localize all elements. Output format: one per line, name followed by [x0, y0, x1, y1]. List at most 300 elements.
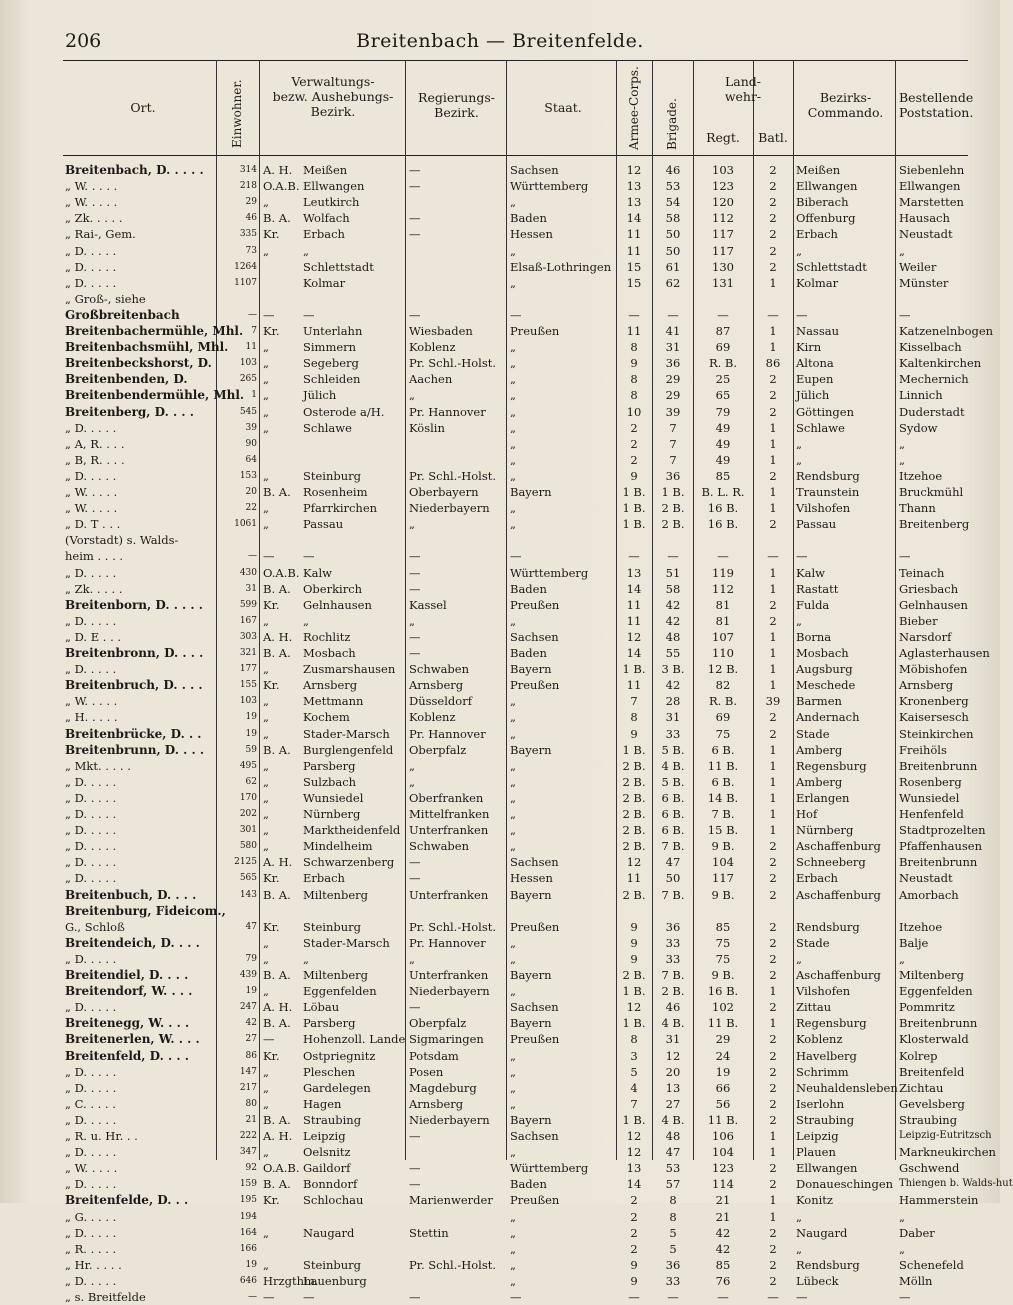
population-cell: 222: [239, 1131, 257, 1141]
landwehr-battalion-cell: 2: [769, 613, 777, 628]
admin-type-cell: —: [263, 1032, 275, 1047]
admin-type-cell: „: [263, 951, 269, 966]
district-command-cell: Nürnberg: [796, 823, 854, 838]
admin-type-cell: „: [263, 372, 269, 387]
brigade-cell: 7: [669, 436, 677, 451]
landwehr-battalion-cell: 1: [769, 565, 777, 580]
state-cell: Sachsen: [510, 629, 559, 644]
government-district-cell: Kassel: [409, 597, 447, 612]
post-station-cell: —: [899, 307, 911, 322]
district-command-cell: Aschaffenburg: [796, 968, 881, 982]
table-row: [63, 1225, 968, 1241]
population-cell: 217: [239, 1082, 257, 1093]
table-row: [63, 677, 968, 693]
admin-district-cell: Burglengenfeld: [303, 742, 394, 757]
landwehr-battalion-cell: 2: [769, 243, 777, 258]
landwehr-regiment-cell: 21: [715, 1209, 731, 1224]
brigade-cell: 3 B.: [661, 662, 685, 677]
admin-type-cell: Kr.: [263, 1193, 280, 1208]
state-cell: Baden: [510, 1177, 547, 1192]
post-station-cell: Pfaffenhausen: [899, 839, 983, 854]
post-station-cell: „: [899, 951, 905, 966]
government-district-cell: —: [409, 871, 421, 886]
population-cell: 155: [239, 680, 257, 691]
admin-type-cell: B. A.: [263, 1177, 291, 1192]
table-row: [63, 162, 968, 178]
admin-district-cell: Lauenburg: [303, 1273, 367, 1288]
state-cell: Sachsen: [510, 1129, 559, 1143]
landwehr-regiment-cell: —: [717, 307, 729, 322]
government-district-cell: „: [409, 613, 415, 628]
army-corps-cell: 8: [630, 372, 638, 387]
table-row: [63, 226, 968, 242]
government-district-cell: —: [409, 179, 421, 194]
table-row: [63, 1096, 968, 1112]
admin-district-cell: Steinburg: [303, 1257, 362, 1272]
landwehr-battalion-cell: —: [767, 549, 779, 564]
post-station-cell: Narsdorf: [899, 629, 952, 644]
district-command-cell: „: [796, 452, 802, 467]
government-district-cell: Niederbayern: [409, 501, 490, 516]
table-row: [63, 983, 973, 999]
admin-type-cell: „: [263, 420, 269, 435]
state-cell: „: [510, 468, 516, 483]
header-poststation: [899, 90, 974, 120]
government-district-cell: Marienwerder: [409, 1193, 493, 1208]
district-command-cell: —: [796, 549, 808, 564]
state-cell: Bayern: [510, 887, 552, 902]
population-cell: 21: [245, 1114, 257, 1125]
population-cell: 265: [239, 374, 257, 385]
population-cell: 47: [245, 921, 257, 932]
population-cell: 439: [239, 970, 257, 980]
admin-type-cell: O.A.B.: [263, 179, 300, 194]
table-row: [63, 1289, 968, 1305]
place-name-cell: „ D. . . . .: [65, 420, 117, 435]
place-name-cell: „ D. . . . .: [65, 1112, 117, 1127]
landwehr-battalion-cell: 2: [769, 388, 777, 403]
district-command-cell: Rastatt: [796, 581, 839, 596]
district-command-cell: „: [796, 243, 802, 258]
table-row: [63, 645, 990, 661]
admin-district-cell: Steinburg: [303, 919, 362, 934]
place-name-cell: Breitenbrunn, D. . . .: [65, 742, 205, 757]
gazetteer-table: [63, 60, 1013, 1304]
post-station-cell: Klosterwald: [899, 1032, 969, 1047]
army-corps-cell: 2 B.: [622, 774, 646, 789]
place-name-cell: Breitenbach, D. . . . .: [65, 163, 204, 177]
government-district-cell: Pr. Schl.-Holst.: [409, 356, 497, 371]
state-cell: „: [510, 243, 516, 258]
government-district-cell: Unterfranken: [409, 887, 489, 902]
admin-type-cell: „: [263, 356, 269, 371]
place-name-cell: „ D. T . . .: [65, 517, 121, 532]
state-cell: „: [510, 807, 516, 821]
brigade-cell: —: [667, 1290, 679, 1304]
admin-type-cell: A. H.: [263, 1129, 293, 1143]
place-name-cell: Breitenfelde, D. . .: [65, 1193, 189, 1208]
admin-type-cell: „: [263, 774, 269, 789]
post-station-cell: Markneukirchen: [899, 1145, 996, 1160]
army-corps-cell: 8: [630, 340, 638, 355]
district-command-cell: Schlettstadt: [796, 259, 867, 274]
admin-type-cell: „: [263, 935, 269, 950]
admin-district-cell: Eggenfelden: [303, 984, 377, 999]
table-row: [63, 275, 968, 291]
admin-district-cell: Leutkirch: [303, 195, 360, 210]
admin-type-cell: „: [263, 404, 269, 419]
admin-type-cell: A. H.: [263, 1000, 293, 1015]
population-cell: 64: [245, 454, 257, 465]
population-cell: —: [248, 551, 257, 562]
brigade-cell: 36: [665, 919, 681, 934]
landwehr-regiment-cell: 75: [715, 951, 731, 966]
post-station-cell: Duderstadt: [899, 404, 965, 419]
state-cell: Preußen: [510, 597, 560, 612]
post-station-cell: —: [899, 1290, 911, 1304]
army-corps-cell: 13: [626, 179, 642, 194]
post-station-cell: Straubing: [899, 1112, 958, 1127]
admin-district-cell: Hohenzoll. Lande: [303, 1032, 406, 1047]
district-command-cell: Hof: [796, 807, 818, 821]
landwehr-battalion-cell: 1: [769, 662, 777, 677]
population-cell: 31: [245, 583, 257, 594]
population-cell: 19: [245, 712, 257, 723]
state-cell: Hessen: [510, 227, 553, 242]
header-verwaltung-line3: Bezirk.: [310, 104, 356, 119]
landwehr-battalion-cell: 2: [769, 935, 777, 950]
brigade-cell: 48: [665, 1129, 681, 1143]
header-armee: Armee-Corps.: [627, 66, 641, 150]
landwehr-regiment-cell: 75: [715, 935, 731, 950]
brigade-cell: 31: [665, 710, 681, 725]
brigade-cell: 6 B.: [661, 823, 685, 838]
population-cell: 1061: [234, 519, 257, 530]
admin-district-cell: Ellwangen: [303, 179, 365, 194]
district-command-cell: „: [796, 436, 802, 451]
landwehr-battalion-cell: 1: [769, 1129, 777, 1143]
table-row: [63, 903, 968, 919]
state-cell: Baden: [510, 581, 547, 596]
admin-district-cell: Miltenberg: [303, 887, 368, 902]
landwehr-regiment-cell: 16 B.: [707, 984, 739, 999]
population-cell: 545: [239, 406, 257, 417]
population-cell: 27: [245, 1034, 257, 1045]
brigade-cell: 50: [665, 243, 681, 258]
admin-district-cell: Parsberg: [303, 758, 356, 773]
table-row: [63, 1144, 996, 1160]
brigade-cell: 33: [665, 935, 681, 950]
admin-type-cell: O.A.B.: [263, 565, 300, 580]
place-name-cell: Breitenbuch, D. . . .: [65, 887, 197, 902]
landwehr-battalion-cell: —: [767, 1290, 779, 1304]
district-command-cell: Lübeck: [796, 1273, 839, 1288]
population-cell: 153: [239, 470, 257, 481]
admin-district-cell: Rosenheim: [303, 485, 368, 499]
landwehr-battalion-cell: 1: [769, 1016, 777, 1031]
population-cell: 159: [239, 1179, 257, 1190]
state-cell: Bayern: [510, 662, 552, 677]
admin-district-cell: Segeberg: [303, 356, 359, 371]
page-number: 206: [65, 30, 102, 52]
admin-district-cell: Leipzig: [303, 1129, 346, 1143]
army-corps-cell: 9: [630, 1257, 638, 1272]
place-name-cell: „ B, R. . . .: [65, 452, 125, 467]
post-station-cell: Hammerstein: [899, 1193, 979, 1208]
landwehr-battalion-cell: 1: [769, 1193, 777, 1208]
brigade-cell: 58: [665, 211, 681, 226]
place-name-cell: „ D. . . . .: [65, 855, 117, 870]
government-district-cell: „: [409, 758, 415, 773]
district-command-cell: Vilshofen: [796, 501, 851, 516]
table-row: [63, 404, 968, 420]
admin-type-cell: „: [263, 823, 269, 838]
post-station-cell: Itzehoe: [899, 468, 943, 483]
brigade-cell: 46: [665, 163, 681, 177]
population-cell: 194: [239, 1211, 257, 1222]
landwehr-regiment-cell: 66: [715, 1080, 731, 1095]
army-corps-cell: 2: [630, 1209, 638, 1224]
header-batl: Batl.: [758, 130, 788, 145]
table-row: [63, 420, 968, 436]
state-cell: „: [510, 195, 516, 210]
district-command-cell: Naugard: [796, 1225, 848, 1240]
place-name-cell: „ D. . . . .: [65, 275, 117, 290]
table-row: [63, 243, 968, 259]
table-row: [63, 758, 978, 774]
place-name-cell: „ D. . . . .: [65, 790, 117, 805]
army-corps-cell: 13: [626, 565, 642, 580]
landwehr-regiment-cell: 11 B.: [707, 1112, 739, 1127]
admin-district-cell: —: [303, 307, 315, 322]
brigade-cell: 29: [665, 388, 681, 403]
post-station-cell: Breitenberg: [899, 517, 970, 532]
population-cell: —: [248, 1292, 257, 1302]
admin-type-cell: B. A.: [263, 1112, 291, 1127]
state-cell: „: [510, 1048, 516, 1063]
post-station-cell: Ellwangen: [899, 179, 961, 194]
district-command-cell: Ellwangen: [796, 1161, 858, 1176]
admin-type-cell: „: [263, 243, 269, 258]
state-cell: „: [510, 452, 516, 467]
landwehr-regiment-cell: B. L. R.: [701, 485, 745, 499]
post-station-cell: Balje: [899, 935, 929, 950]
state-cell: „: [510, 951, 516, 966]
post-station-cell: Marstetten: [899, 195, 964, 210]
admin-district-cell: Oberkirch: [303, 581, 363, 596]
table-row: [63, 323, 994, 339]
place-name-cell: „ Mkt. . . . .: [65, 758, 131, 773]
army-corps-cell: 13: [626, 195, 642, 210]
post-station-cell: Kronenberg: [899, 694, 969, 709]
landwehr-battalion-cell: 2: [769, 726, 777, 741]
admin-district-cell: Gardelegen: [303, 1080, 371, 1095]
government-district-cell: Niederbayern: [409, 1112, 490, 1127]
brigade-cell: 5: [669, 1241, 677, 1256]
admin-district-cell: Sulzbach: [303, 774, 357, 789]
table-row: [63, 1176, 1013, 1192]
district-command-cell: Amberg: [796, 742, 843, 757]
district-command-cell: Barmen: [796, 694, 842, 709]
government-district-cell: —: [409, 855, 421, 870]
army-corps-cell: 2 B.: [622, 968, 646, 982]
post-station-cell: Wunsiedel: [899, 790, 960, 805]
government-district-cell: —: [409, 1161, 421, 1176]
army-corps-cell: —: [628, 307, 640, 322]
admin-type-cell: B. A.: [263, 485, 291, 499]
post-station-cell: Breitenbrunn: [899, 1016, 978, 1031]
post-station-cell: Thiengen b. Walds-hut: [899, 1178, 1013, 1190]
district-command-cell: —: [796, 1290, 808, 1304]
brigade-cell: 27: [665, 1096, 681, 1111]
brigade-cell: 4 B.: [661, 1016, 685, 1031]
district-command-cell: Kirn: [796, 340, 822, 355]
place-name-cell: „ D. . . . .: [65, 1273, 117, 1288]
state-cell: Baden: [510, 211, 547, 226]
post-station-cell: Mölln: [899, 1273, 933, 1288]
state-cell: „: [510, 1145, 516, 1160]
landwehr-battalion-cell: 1: [769, 823, 777, 838]
post-station-cell: Breitenfeld: [899, 1064, 965, 1079]
state-cell: „: [510, 1241, 516, 1256]
landwehr-battalion-cell: 1: [769, 501, 777, 516]
brigade-cell: 42: [665, 613, 681, 628]
landwehr-regiment-cell: 49: [715, 420, 731, 435]
header-bezirkscommando-line1: Bezirks-: [819, 90, 872, 105]
landwehr-regiment-cell: 16 B.: [707, 517, 739, 532]
header-bezirkscommando-line2: Commando.: [807, 105, 884, 120]
admin-district-cell: „: [303, 951, 309, 966]
brigade-cell: —: [667, 549, 679, 564]
army-corps-cell: 9: [630, 356, 638, 371]
table-row: [63, 870, 968, 886]
table-row: [63, 774, 968, 790]
state-cell: „: [510, 774, 516, 789]
landwehr-regiment-cell: 104: [712, 1145, 734, 1160]
place-name-cell: Breitenegg, W. . . .: [65, 1016, 190, 1031]
landwehr-battalion-cell: 2: [769, 259, 777, 274]
state-cell: „: [510, 404, 516, 419]
state-cell: „: [510, 694, 516, 709]
district-command-cell: Rendsburg: [796, 919, 860, 934]
post-station-cell: „: [899, 243, 905, 258]
admin-district-cell: Hagen: [303, 1096, 342, 1111]
government-district-cell: Stettin: [409, 1225, 449, 1240]
landwehr-battalion-cell: 2: [769, 951, 777, 966]
admin-type-cell: „: [263, 517, 269, 532]
landwehr-battalion-cell: 2: [769, 195, 777, 210]
table-row: [63, 484, 968, 500]
landwehr-regiment-cell: 79: [715, 404, 731, 419]
post-station-cell: Thann: [899, 501, 936, 516]
running-title: Breitenbach — Breitenfelde.: [356, 30, 644, 52]
army-corps-cell: 9: [630, 726, 638, 741]
government-district-cell: Arnsberg: [409, 678, 464, 693]
state-cell: „: [510, 340, 516, 355]
post-station-cell: Teinach: [899, 565, 945, 580]
government-district-cell: Mittelfranken: [409, 807, 490, 821]
population-cell: 177: [239, 664, 257, 675]
landwehr-regiment-cell: 114: [712, 1177, 734, 1192]
landwehr-battalion-cell: 2: [769, 227, 777, 242]
header-staat: Staat.: [544, 100, 582, 115]
government-district-cell: —: [409, 211, 421, 226]
table-row: [63, 548, 968, 564]
admin-type-cell: „: [263, 790, 269, 805]
army-corps-cell: 11: [626, 324, 642, 338]
state-cell: „: [510, 1257, 516, 1272]
state-cell: „: [510, 726, 516, 741]
place-name-cell: Breitenbenden, D.: [65, 372, 188, 387]
population-cell: 39: [245, 422, 257, 433]
brigade-cell: 36: [665, 468, 681, 483]
table-row: [63, 661, 968, 677]
population-cell: 430: [239, 567, 257, 578]
admin-type-cell: Kr.: [263, 227, 280, 242]
population-cell: 11: [245, 342, 257, 353]
state-cell: Bayern: [510, 742, 552, 757]
state-cell: Sachsen: [510, 1000, 559, 1015]
landwehr-battalion-cell: 2: [769, 1161, 777, 1176]
landwehr-battalion-cell: 2: [769, 1080, 777, 1095]
population-cell: 1264: [234, 261, 257, 272]
brigade-cell: 8: [669, 1193, 677, 1208]
table-row: [63, 1241, 968, 1257]
post-station-cell: Hausach: [899, 211, 950, 226]
brigade-cell: 7: [669, 420, 677, 435]
post-station-cell: „: [899, 452, 905, 467]
brigade-cell: 12: [665, 1048, 681, 1063]
government-district-cell: Pr. Schl.-Holst.: [409, 468, 497, 483]
landwehr-battalion-cell: 2: [769, 887, 777, 902]
state-cell: „: [510, 388, 516, 403]
landwehr-battalion-cell: 1: [769, 340, 777, 355]
landwehr-battalion-cell: 2: [769, 597, 777, 612]
brigade-cell: 7 B.: [661, 887, 685, 902]
government-district-cell: Oberbayern: [409, 485, 479, 499]
government-district-cell: —: [409, 1177, 421, 1192]
district-command-cell: Regensburg: [796, 1016, 867, 1031]
admin-district-cell: Schlettstadt: [303, 259, 374, 274]
post-station-cell: Breitenbrunn: [899, 855, 978, 870]
place-name-cell: „ Zk. . . . .: [65, 211, 123, 226]
header-poststation-line1: Bestellende: [899, 90, 974, 105]
army-corps-cell: 2: [630, 436, 638, 451]
admin-type-cell: Kr.: [263, 678, 280, 693]
government-district-cell: Schwaben: [409, 839, 469, 854]
header-verwaltung: [263, 74, 403, 119]
post-station-cell: Griesbach: [899, 581, 959, 596]
table-row: [63, 1048, 968, 1064]
place-name-cell: „ D. . . . .: [65, 662, 117, 677]
state-cell: „: [510, 1209, 516, 1224]
district-command-cell: Havelberg: [796, 1048, 857, 1063]
admin-district-cell: Stader-Marsch: [303, 935, 390, 950]
table-row: [63, 307, 968, 323]
landwehr-regiment-cell: 117: [712, 243, 734, 258]
army-corps-cell: 5: [630, 1064, 638, 1079]
landwehr-battalion-cell: 2: [769, 404, 777, 419]
place-name-cell: Breitenbeckshorst, D.: [65, 356, 212, 371]
district-command-cell: Andernach: [796, 710, 860, 725]
landwehr-battalion-cell: 1: [769, 452, 777, 467]
population-cell: 22: [245, 503, 257, 514]
admin-type-cell: B. A.: [263, 646, 291, 660]
landwehr-regiment-cell: R. B.: [708, 356, 738, 371]
place-name-cell: G., Schloß: [65, 919, 125, 934]
landwehr-regiment-cell: 123: [712, 179, 734, 194]
population-cell: 303: [239, 631, 257, 642]
